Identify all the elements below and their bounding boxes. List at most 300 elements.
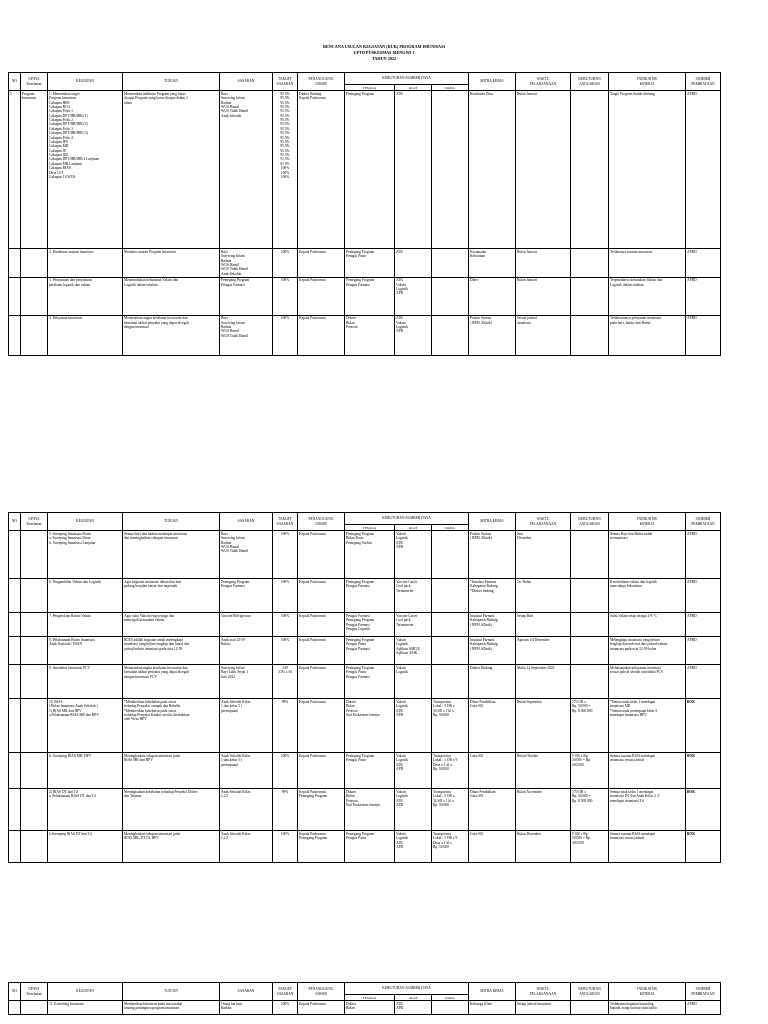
- cell-kegiatan-line: Cakupan IPV: [49, 139, 69, 144]
- cell-target-line: 100%: [280, 278, 290, 283]
- col-header-target: [273, 983, 298, 1001]
- table-row: [9, 1001, 721, 1015]
- cell-sasaran-line: Surviving Infant: [221, 320, 245, 325]
- col-header-indikator-kinerja: [609, 513, 686, 531]
- cell-mitra-line: Kesehatan Desa: [470, 91, 494, 96]
- cell-pj: [298, 91, 345, 249]
- cell-sumber-line: APBD: [687, 613, 697, 618]
- cell-waktu: [516, 637, 571, 665]
- cell-kegiatan: [48, 789, 123, 831]
- cell-sasaran-line: Anak Sekolah Kelas: [221, 699, 251, 704]
- cell-sumber: [686, 91, 721, 249]
- cell-alat-line: APD: [396, 329, 404, 334]
- col-header-kebutuhan-anggaran-line: KEBUTUHAN: [578, 987, 601, 992]
- cell-kegiatan-line: Cakupan MR: [49, 144, 69, 149]
- cell-kegiatan-line: Cakupan BCG: [49, 104, 71, 109]
- cell-tujuan-line: jadwal/vaksin imunisasi pada usia 12-59: [124, 646, 183, 651]
- cell-tujuan-line: Menurunkan angka kesakitan kecacatan dan: [124, 665, 188, 670]
- cell-mitra-line: Kabupaten Badung: [470, 618, 498, 623]
- cell-upaya: [21, 531, 48, 579]
- cell-kegiatan-line: Cakupan Polio 3: [49, 126, 73, 131]
- cell-alat-line: Vaksin: [396, 753, 406, 758]
- cell-dana-line: Lokal : 5 OR x: [433, 704, 455, 709]
- cell-indikator: [609, 1001, 686, 1015]
- cell-tujuan-line: BIAS MR, DT,Td, HPV: [124, 836, 159, 841]
- cell-alat-line: Aplikasi SMILE: [396, 646, 420, 651]
- cell-tenaga: [345, 277, 395, 315]
- cell-anggaran: [571, 831, 609, 863]
- col-header-upaya: [21, 983, 48, 1001]
- document-subtitle: UPTD PUSKESMAS MENGWI 1: [353, 50, 415, 56]
- cell-sasaran-line: 1,2,5: [221, 836, 229, 841]
- cell-kegiatan: [48, 637, 123, 665]
- cell-waktu: [516, 665, 571, 699]
- cell-indikator-line: mendapat imunisasi Td: [610, 798, 644, 803]
- col-header-alat: ALAT: [395, 525, 432, 531]
- cell-indikator-line: Suhu Vaksin tetap terjaga 2-8 °C: [610, 613, 658, 618]
- cell-mitra-line: Dinkes Badung: [470, 665, 493, 670]
- col-header-waktu-pelaksanaan-line: WAKTU: [536, 517, 550, 522]
- cell-kegiatan: [48, 665, 123, 699]
- cell-dana-line: Rp. 50.000: [433, 802, 449, 807]
- cell-kegiatan: [48, 1001, 123, 1015]
- cell-sasaran: [220, 1001, 273, 1015]
- cell-indikator-line: imunisasi sesuai jadwal: [610, 758, 644, 763]
- cell-sasaran-line: Anak Sekolah: [221, 113, 242, 118]
- cell-pj: [298, 277, 345, 315]
- ruk-table-page-3: [8, 982, 721, 1015]
- cell-tujuan-line: Memenuhukan kebutuhan Vaksin dan: [124, 278, 179, 283]
- cell-mitra-line: *Instalasi Farmasi: [470, 579, 497, 584]
- cell-dana-line: Lokal : 1 OR x 9: [433, 836, 458, 841]
- cell-target-line: 95.5%: [280, 131, 290, 136]
- cell-tenaga-line: Petugas Pustu: [346, 758, 367, 763]
- cell-anggaran: [571, 637, 609, 665]
- cell-kegiatan-line: 9. Introduksi Imunisasi PCV: [49, 665, 91, 670]
- cell-alat-line: Aplikasi ASIK: [396, 650, 418, 655]
- table-row: [9, 665, 721, 699]
- cell-pj: [298, 579, 345, 613]
- cell-indikator-line: Semua Bayi dan Balita sudah: [610, 531, 653, 536]
- cell-tenaga-line: Petugas Farmasi: [346, 282, 370, 287]
- cell-alat-line: ATK: [396, 798, 403, 803]
- cell-pj-line: Kepala Puskesmas: [299, 831, 326, 836]
- cell-tenaga: [345, 315, 395, 355]
- cell-mitra-line: Guru SD: [470, 794, 483, 799]
- cell-sasaran-line: 1 dan kelas 5 (: [221, 758, 242, 763]
- cell-kegiatan-line: b.Sweeping BIAS DT dan Td: [49, 831, 92, 836]
- cell-tujuan: [123, 831, 220, 863]
- cell-sasaran: [220, 91, 273, 249]
- cell-target-line: 95.5%: [280, 148, 290, 153]
- cell-tenaga: [345, 699, 395, 753]
- cell-mitra-line: Kelurahan: [470, 254, 485, 259]
- cell-tenaga-line: Perawat: [346, 324, 358, 329]
- cell-sumber: [686, 249, 721, 277]
- cell-indikator: [609, 699, 686, 753]
- cell-mitra-line: Dikes: [470, 278, 479, 283]
- cell-alat-line: APD: [396, 844, 404, 849]
- cell-sumber: [686, 637, 721, 665]
- cell-tenaga-line: Petugas Logistik: [346, 626, 371, 631]
- cell-kegiatan-line: 8. Pelaksanaan Bulan Imunisasi: [49, 637, 95, 642]
- cell-kegiatan: [48, 753, 123, 789]
- cell-mitra: [469, 613, 516, 637]
- cell-target: [273, 579, 298, 613]
- col-header-sasaran: SASARAN: [220, 73, 273, 91]
- cell-dana: [432, 579, 469, 613]
- cell-upaya: [21, 753, 48, 789]
- col-header-penanggung-jawab-line: JAWAB: [315, 991, 327, 996]
- col-header-upaya-line: Kesehatan: [26, 81, 42, 86]
- col-header-penanggung-jawab-line: PENANGGUNG: [308, 77, 334, 82]
- cell-pj-line: Kepala Puskesmas: [299, 316, 326, 321]
- col-header-dana: DANA: [432, 525, 469, 531]
- cell-tujuan: [123, 579, 220, 613]
- cell-anggaran: [571, 789, 609, 831]
- cell-sasaran-line: Anak Sekolah Kelas: [221, 753, 251, 758]
- cell-no: [9, 531, 21, 579]
- cell-pj: [298, 789, 345, 831]
- cell-waktu-line: Juni: [517, 531, 524, 536]
- cell-mitra-line: Kecamatan: [470, 249, 487, 254]
- col-header-indikator-kinerja-line: INDIKATOR: [637, 987, 657, 992]
- cell-target: [273, 249, 298, 277]
- cell-alat: [395, 699, 432, 753]
- cell-anggaran-line: Rp. 50.000 =: [572, 794, 591, 799]
- cell-pj-line: Kepala Puskesmas: [299, 637, 326, 642]
- cell-kegiatan-line: peralatan logistik dan vaksin: [49, 282, 91, 287]
- cell-alat-line: Termometer: [396, 622, 414, 627]
- cell-mitra: [469, 753, 516, 789]
- cell-indikator: [609, 637, 686, 665]
- cell-alat-line: APD: [396, 802, 404, 807]
- cell-waktu: [516, 753, 571, 789]
- cell-anggaran-line: 50.000 = Rp.: [572, 836, 591, 841]
- cell-sumber-line: APBD: [687, 278, 697, 283]
- col-header-no: NO: [9, 73, 21, 91]
- cell-tujuan-line: Mendata sasaran Program Imunisasi: [124, 249, 177, 254]
- col-header-kebutuhan-anggaran: [571, 73, 609, 91]
- cell-sasaran-line: Pemegang Program: [221, 278, 250, 283]
- cell-mitra-line: Guru SD: [470, 753, 483, 758]
- cell-alat-line: ATK: [396, 840, 403, 845]
- cell-anggaran-line: 9 OR x Rp.: [572, 753, 589, 758]
- col-header-waktu-pelaksanaan: [516, 73, 571, 91]
- cell-target: [273, 315, 298, 355]
- cell-indikator-line: Semua anak kelas 1 mendapat: [610, 789, 654, 794]
- cell-alat: [395, 531, 432, 579]
- cell-mitra-line: Guru SD: [470, 704, 483, 709]
- cell-upaya: [21, 315, 48, 355]
- cell-tenaga-line: Staf Puskesmas lainnya: [346, 712, 380, 717]
- cell-alat: [395, 753, 432, 789]
- col-header-target-line: TARGET: [278, 517, 292, 522]
- col-header-target-line: SASARAN: [276, 521, 294, 526]
- cell-sasaran-line: Anak Sekolah: [221, 271, 242, 276]
- cell-mitra-line: Instalasi Farmasi: [470, 613, 495, 618]
- cell-kegiatan-line: Program Imunisasi: [49, 96, 77, 101]
- cell-anggaran: [571, 531, 609, 579]
- col-header-sasaran: SASARAN: [220, 513, 273, 531]
- cell-mitra: [469, 531, 516, 579]
- cell-kegiatan-line: 5. Sweeping Imunisasi Rutin: [49, 531, 91, 536]
- cell-kegiatan-line: 6. Pengambilan Vaksin dan Logistik: [49, 579, 101, 584]
- cell-indikator-line: mencukupi kebutuhan: [610, 584, 642, 589]
- cell-alat-line: ATK: [396, 316, 403, 321]
- cell-tujuan-line: kematian akibat penyakit yang dapat dicegah: [124, 320, 189, 325]
- cell-alat-line: Logistik: [396, 794, 408, 799]
- cell-tujuan-line: Semua bayi dan baduta mendapat imunisasi: [124, 531, 187, 536]
- cell-alat-line: ATK: [396, 708, 403, 713]
- col-header-penanggung-jawab: [298, 513, 345, 531]
- col-header-sumber-pembiayaan-line: SUMBER: [695, 517, 711, 522]
- col-header-kebutuhan-anggaran-line: KEBUTUHAN: [578, 517, 601, 522]
- cell-kegiatan: [48, 831, 123, 863]
- cell-tujuan-line: Meningkatkan cakupan imunisasi pada: [124, 753, 180, 758]
- cell-mitra: [469, 91, 516, 249]
- cell-kegiatan: [48, 531, 123, 579]
- cell-indikator: [609, 579, 686, 613]
- cell-waktu-line: Setiap jadwal imunisasi: [517, 1001, 552, 1006]
- col-header-upaya-line: UPAYA: [28, 987, 40, 992]
- cell-no: [9, 249, 21, 277]
- cell-target: [273, 753, 298, 789]
- cell-anggaran: [571, 1001, 609, 1015]
- cell-sasaran-line: Surviving Infant: [221, 96, 245, 101]
- cell-waktu: [516, 789, 571, 831]
- cell-upaya: [21, 91, 48, 249]
- cell-pj-line: Kepala Puskesmas: [299, 753, 326, 758]
- cell-sasaran-line: WUS Tidak Hamil: [221, 267, 248, 272]
- cell-alat: [395, 665, 432, 699]
- cell-sumber: [686, 531, 721, 579]
- cell-target-line: 100%: [280, 1001, 290, 1006]
- cell-indikator-line: Terlaksananya pelayanan imunisasi: [610, 316, 661, 321]
- cell-sumber: [686, 665, 721, 699]
- cell-target-line: 95.5%: [280, 100, 290, 105]
- cell-tenaga: [345, 831, 395, 863]
- cell-sasaran: [220, 249, 273, 277]
- col-header-kebutuhan-anggaran-line: KEBUTUHAN: [578, 77, 601, 82]
- cell-indikator-line: Terdatanya sasaran imunisasi: [610, 249, 653, 254]
- cell-kegiatan-line: 7. Pengelolaan Rantai Vaksin: [49, 613, 92, 618]
- cell-alat-line: ATK: [396, 762, 403, 767]
- col-header-upaya: [21, 73, 48, 91]
- cell-mitra: [469, 277, 516, 315]
- cell-kegiatan-line: Cakupan HB0: [49, 100, 70, 105]
- cell-sasaran-line: Baduta: [221, 258, 232, 263]
- cell-kegiatan-line: 1) BIAS MR dan HPV: [49, 708, 82, 713]
- cell-indikator: [609, 665, 686, 699]
- cell-dana-line: 34 SD x 1 kl x: [433, 708, 454, 713]
- cell-indikator-line: Terpenuhinya kebutuhan Vaksin dan: [610, 278, 663, 283]
- cell-tenaga-line: Perawat: [346, 708, 358, 713]
- cell-tujuan-line: *Memberikan kekebalan pada siswa: [124, 708, 177, 713]
- cell-sumber-line: APBD: [687, 531, 697, 536]
- col-header-kegiatan: KEGIATAN: [48, 983, 123, 1001]
- cell-waktu-line: Bulan Januari: [517, 91, 537, 96]
- cell-indikator-line: Ketersediaan vaksin dan logistik: [610, 579, 657, 584]
- cell-anggaran: [571, 249, 609, 277]
- cell-target-line: 95.5%: [280, 153, 290, 158]
- col-header-waktu-pelaksanaan: [516, 983, 571, 1001]
- col-header-target-line: TARGET: [278, 77, 292, 82]
- cell-dana: [432, 1001, 469, 1015]
- cell-tenaga: [345, 665, 395, 699]
- cell-waktu-line: Bulan Oktober: [517, 753, 539, 758]
- cell-alat-line: Vaccine Carier: [396, 579, 418, 584]
- col-header-alat: ALAT: [395, 995, 432, 1001]
- cell-no: [9, 579, 21, 613]
- cell-alat-line: ATK: [396, 1001, 403, 1006]
- cell-tujuan: [123, 665, 220, 699]
- cell-alat-line: APD: [396, 712, 404, 717]
- col-header-kegiatan: KEGIATAN: [48, 513, 123, 531]
- col-header-target: [273, 513, 298, 531]
- cell-kegiatan: [48, 91, 123, 249]
- cell-upaya: [21, 1001, 48, 1015]
- cell-sasaran-line: Anak usia 12-59: [221, 637, 245, 642]
- cell-pj-line: Kepala Puskesmas: [299, 579, 326, 584]
- cell-anggaran-line: Rp. 8.500.000: [572, 708, 593, 713]
- cell-alat: [395, 613, 432, 637]
- cell-kegiatan-line: Cakupan DPT/HB/HIB (3): [49, 131, 88, 136]
- cell-waktu-line: Mulai 12 September 2022: [517, 665, 555, 670]
- cell-tenaga-line: Petugas Farmasi: [346, 584, 370, 589]
- cell-no: 1: [9, 91, 21, 249]
- cell-dana: [432, 699, 469, 753]
- cell-alat-line: ATK: [396, 91, 403, 96]
- cell-waktu: [516, 531, 571, 579]
- cell-tenaga-line: Petugas Pustu: [346, 254, 367, 259]
- table-row: [9, 579, 721, 613]
- cell-tenaga-line: Pemegang Program: [346, 249, 375, 254]
- cell-tujuan: [123, 91, 220, 249]
- cell-sasaran-line: WUS Tidak Hamil: [221, 549, 248, 554]
- cell-dana: [432, 637, 469, 665]
- cell-tujuan-line: Menentukan indikator Program yang harus: [124, 91, 186, 96]
- cell-sumber-line: APBD: [687, 316, 697, 321]
- cell-alat-line: Logistik: [396, 704, 408, 709]
- cell-sasaran-line: Anak Sekolah Kelas: [221, 831, 251, 836]
- cell-kegiatan-line: Cakupan Polio 1: [49, 109, 73, 114]
- cell-target-line: 95.5%: [280, 122, 290, 127]
- cell-pj-line: Kepala Puskesmas: [299, 789, 326, 794]
- cell-target-line: 95.5%: [280, 118, 290, 123]
- cell-kegiatan-line: Cakupan Polio 4: [49, 135, 73, 140]
- cell-tujuan-line: *Memberikan kekebalan pada siswa: [124, 699, 177, 704]
- cell-target: [273, 665, 298, 699]
- cell-upaya: [21, 249, 48, 277]
- document-title: RENCANA USULAN KEGIATAN (RUK) PROGRAM IMUNISASI: [322, 44, 446, 49]
- col-header-mitra-kerja: MITRA KERJA: [469, 513, 516, 531]
- header-row: [9, 983, 721, 995]
- cell-indikator-line: terimunisasi: [610, 536, 628, 541]
- cell-sasaran: [220, 277, 273, 315]
- cell-anggaran: [571, 277, 609, 315]
- col-header-kebutuhan-sumber-daya: KEBUTUHAN SUMBER DAYA: [345, 513, 469, 525]
- cell-alat-line: Vaksin: [396, 831, 406, 836]
- col-header-tujuan: TUJUAN: [123, 983, 220, 1001]
- cell-sasaran-line: WUS Tidak Hamil: [221, 333, 248, 338]
- cell-anggaran: [571, 753, 609, 789]
- cell-alat-line: Logistik: [396, 670, 408, 675]
- cell-tujuan-line: Agar suhu Vaksin tetap terjaga dan: [124, 613, 175, 618]
- col-header-kebutuhan-anggaran-line: ANGGARAN: [579, 521, 600, 526]
- cell-mitra: [469, 1001, 516, 1015]
- cell-tenaga-line: Petugas Farmasi: [346, 646, 370, 651]
- cell-sasaran-line: Pemegang Program: [221, 579, 250, 584]
- cell-tujuan: [123, 637, 220, 665]
- cell-target-line: 100%: [280, 249, 290, 254]
- cell-target-line: 95.5%: [280, 126, 290, 131]
- cell-anggaran-line: 450.000: [572, 840, 584, 845]
- cell-alat-line: Vaksin: [396, 699, 406, 704]
- cell-tujuan-line: imunisasi yang belum lengkap dan (atau) dan: [124, 642, 190, 647]
- cell-tenaga-line: Petugas Pustu: [346, 670, 367, 675]
- cell-waktu: [516, 579, 571, 613]
- cell-sasaran: [220, 579, 273, 613]
- cell-sumber-line: APBD: [687, 665, 697, 670]
- cell-dana: [432, 277, 469, 315]
- cell-indikator-line: kepada orang tua bayi dan balita: [610, 1006, 657, 1011]
- cell-indikator-line: Semua sasaran BIAS mendapat: [610, 831, 656, 836]
- cell-tujuan: [123, 753, 220, 789]
- cell-alat: [395, 1001, 432, 1015]
- cell-upaya: [21, 665, 48, 699]
- cell-upaya: [21, 789, 48, 831]
- cell-sasaran-line: Vaccine Refrigerator: [221, 613, 251, 618]
- col-header-alat: ALAT: [395, 85, 432, 91]
- col-header-waktu-pelaksanaan-line: WAKTU: [536, 987, 550, 992]
- cell-target-line: 100%: [280, 753, 290, 758]
- cell-kegiatan-line: a.Pelaksanaan BIAS MR dan HPV: [49, 712, 100, 717]
- cell-indikator: [609, 753, 686, 789]
- cell-indikator: [609, 789, 686, 831]
- cell-tujuan-line: BIAS MR dan HPV: [124, 758, 153, 763]
- table-row: [9, 753, 721, 789]
- table-row: [9, 831, 721, 863]
- col-header-upaya-line: Kesehatan: [26, 521, 42, 526]
- cell-sasaran-line: Bulan: [221, 642, 230, 647]
- cell-anggaran-line: 170 OR x: [572, 699, 587, 704]
- cell-sumber: [686, 831, 721, 863]
- cell-kegiatan-line: 10. BIAS: [49, 699, 63, 704]
- cell-alat-line: ATK: [396, 249, 403, 254]
- cell-tenaga-line: Pemegang Program: [346, 618, 375, 623]
- cell-alat-line: Vaccine Carier: [396, 613, 418, 618]
- cell-mitra-line: Dinas Pendidikan: [470, 699, 496, 704]
- cell-sumber-line: APBD: [687, 637, 697, 642]
- cell-waktu-line: 1x/ Bulan: [517, 579, 532, 584]
- cell-tujuan: [123, 1001, 220, 1015]
- cell-waktu-line: Agustus s/d Desember: [517, 637, 550, 642]
- cell-target-line: 33% x SI: [278, 670, 292, 675]
- cell-mitra: [469, 637, 516, 665]
- cell-sumber-line: BOK: [687, 753, 696, 758]
- cell-upaya: [21, 637, 48, 665]
- cell-kegiatan: [48, 315, 123, 355]
- cell-anggaran: [571, 315, 609, 355]
- cell-dana-line: Rp. 50.000: [433, 766, 449, 771]
- cell-alat-line: APD: [396, 291, 404, 296]
- cell-waktu-line: Bulan Januari: [517, 249, 537, 254]
- cell-target-line: 95.5%: [280, 139, 290, 144]
- cell-sumber: [686, 699, 721, 753]
- cell-sasaran-line: perempuan): [221, 708, 239, 713]
- cell-dana-line: Desa x 1 kl x: [433, 840, 452, 845]
